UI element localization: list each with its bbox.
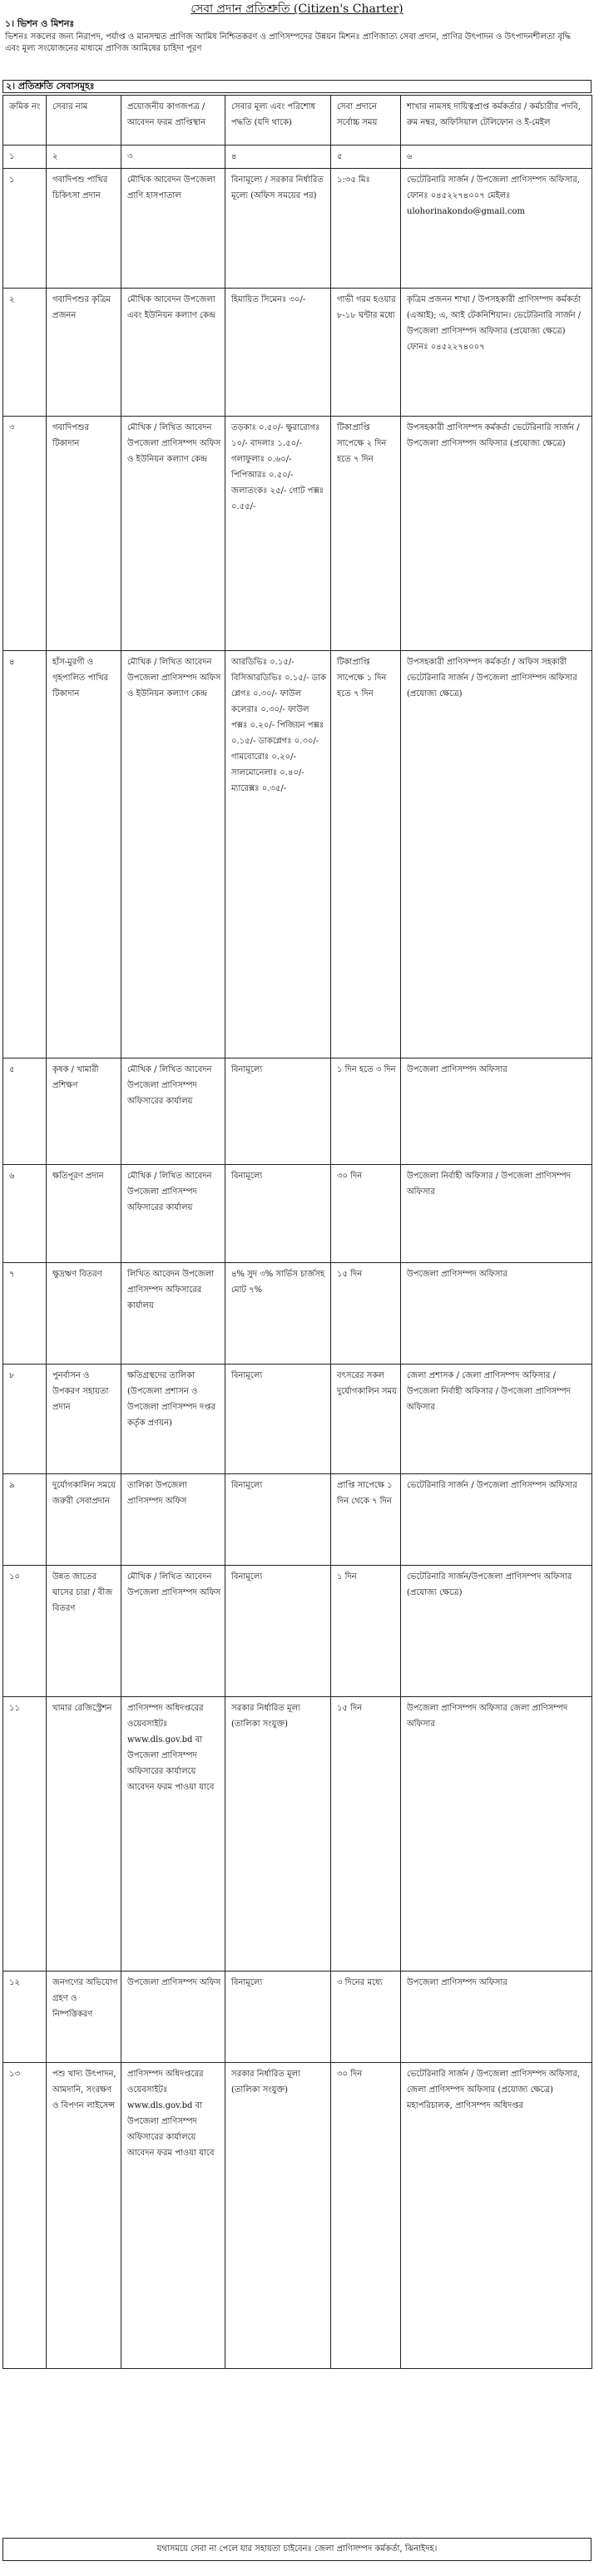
table-row xyxy=(3,1971,592,2063)
time-cell: ১৫ দিন xyxy=(331,1263,401,1364)
serial-cell: ৯ xyxy=(3,1474,47,1566)
fee-cell: বিনামূল্যে xyxy=(225,1364,331,1474)
officer-cell: উপজেলা নির্বাহী অফিসার / উপজেলা প্রাণিসম্পদ অফিসার xyxy=(401,1165,592,1263)
table-row xyxy=(3,1566,592,1697)
table-row xyxy=(3,289,592,417)
serial-cell: ১২ xyxy=(3,1971,47,2063)
documents-cell: তালিকা উপজেলা প্রাণিসম্পদ অফিস xyxy=(121,1474,225,1566)
vision-text: ভিশনঃ সকলের জন্য নিরাপদ, পর্যাপ্ত ও মানসম্মত প্রাণিজ আমিষ নিশ্চিতকরণ ও প্রাণিসম্পদের উন্নয়ন মিশনঃ প্রাণিজাত্য সেবা প্রদান, প্রাণির উৎপাদন ও উৎপাদনশীলতা বৃদ্ধি এবং মূল্য সংযোজনের মাধ্যমে প্রাণিজ আমিষের চাহিদা পূরণ xyxy=(5,32,572,53)
column-number-row xyxy=(3,146,592,169)
service-name-cell: পশু খাদ্য উৎপাদন, আমদানি, সংরক্ষণ ও বিপণন লাইসেন্স xyxy=(47,2063,121,2369)
documents-cell: মৌখিক আবেদন উপজেলা এবং ইউনিয়ন কল্যাণ কেন্দ্র xyxy=(121,289,225,417)
time-cell: ৩ দিনের মধ্যে xyxy=(331,1971,401,2063)
grievance-footer: যথাসময়ে সেবা না পেলে যার সহায়তা চাইবেনঃ জেলা প্রাণিসম্পদ কর্মকর্তা, ঝিনাইদহ। xyxy=(2,2538,592,2561)
officer-cell: কৃত্রিম প্রজনন শাখা / উপসহকারী প্রাণিসম্পদ কর্মকর্তা (এআই); এ, আই টেকনিশিয়ান। ভেটেরিনারি সার্জন / উপজেলা প্রাণিসম্পদ অফিসার (প্রযোজ্য ক্ষেত্রে) ফোনঃ ০৪৫২২৭৪০০৭ xyxy=(401,289,592,417)
service-name-cell: গবাদিপশুর টিকাদান xyxy=(47,417,121,651)
service-name-cell: কৃষক / খামারী প্রশিক্ষণ xyxy=(47,1059,121,1165)
table-row xyxy=(3,169,592,289)
time-cell: গাভী গরম হওয়ার ৮-১৮ ঘন্টার মধ্যে xyxy=(331,289,401,417)
fee-cell: হিমায়িত সিমেনঃ ৩০/- xyxy=(225,289,331,417)
fee-cell: বিনামূল্যে xyxy=(225,1165,331,1263)
documents-cell: মৌখিক / লিখিত আবেদন উপজেলা প্রাণিসম্পদ অফিস xyxy=(121,1566,225,1697)
officer-cell: উপজেলা প্রাণিসম্পদ অফিসার জেলা প্রাণিসম্পদ অফিসার xyxy=(401,1697,592,1971)
column-number: ১ xyxy=(3,146,47,169)
fee-cell: বিনামূল্যে xyxy=(225,1566,331,1697)
table-row xyxy=(3,417,592,651)
column-header: ক্রমিক নং xyxy=(3,96,47,146)
time-cell: ৩০ দিন xyxy=(331,1165,401,1263)
service-name-cell: দুর্যোগকালিন সময়ে জরুরী সেবাপ্রদান xyxy=(47,1474,121,1566)
fee-cell: বিনামূল্যে xyxy=(225,1474,331,1566)
documents-cell: মৌখিক / লিখিত আবেদন উপজেলা প্রাণিসম্পদ অফিসারের কার্যালয় xyxy=(121,1059,225,1165)
serial-cell: ৩ xyxy=(3,417,47,651)
documents-cell: ক্ষতিগ্রস্থদের তালিকা (উপজেলা প্রশাসন ও উপজেলা প্রাণিসম্পদ দপ্তর কর্তৃক প্রণয়ন) xyxy=(121,1364,225,1474)
officer-cell: জেলা প্রশাসক / জেলা প্রাণিসম্পদ অফিসার / উপজেলা নির্বাহী অফিসার / উপজেলা প্রাণিসম্পদ অফিসার xyxy=(401,1364,592,1474)
column-number: ৩ xyxy=(121,146,225,169)
officer-cell: উপজেলা প্রাণিসম্পদ অফিসার xyxy=(401,1059,592,1165)
documents-cell: মৌখিক আবেদন উপজেলা প্রাণি হাসপাতাল xyxy=(121,169,225,289)
services-heading: ২। প্রতিশ্রুতি সেবাসমূহঃ xyxy=(2,80,592,93)
serial-cell: ৭ xyxy=(3,1263,47,1364)
table-row xyxy=(3,1364,592,1474)
time-cell: টিকাপ্রাপ্তি সাপেক্ষে ২ দিন হতে ৭ দিন xyxy=(331,417,401,651)
time-cell: বৎসরের সকল দুর্যোগকালিন সময় xyxy=(331,1364,401,1474)
officer-cell: উপসহকারী প্রাণিসম্পদ কর্মকর্তা / অফিস সহকারী ভেটেরিনারি সার্জন / উপজেলা প্রাণিসম্পদ অফিসার (প্রযোজ্য ক্ষেত্রে) xyxy=(401,651,592,1059)
serial-cell: ১৩ xyxy=(3,2063,47,2369)
fee-cell: বিনামূল্যে xyxy=(225,1059,331,1165)
serial-cell: ১০ xyxy=(3,1566,47,1697)
table-row xyxy=(3,1474,592,1566)
documents-cell: মৌখিক / লিখিত আবেদন উপজেলা প্রাণিসম্পদ অফিস ও ইউনিয়ন কল্যাণ কেন্দ্র xyxy=(121,417,225,651)
officer-cell: উপসহকারী প্রাণিসম্পদ কর্মকর্তা ভেটেরিনারি সার্জন / উপজেলা প্রাণিসম্পদ অফিসার (প্রযোজ্য ক্ষেত্রে) xyxy=(401,417,592,651)
service-name-cell: খামার রেজিস্ট্রেশন xyxy=(47,1697,121,1971)
table-row xyxy=(3,1697,592,1971)
serial-cell: ৮ xyxy=(3,1364,47,1474)
table-row xyxy=(3,651,592,1059)
serial-cell: ১ xyxy=(3,169,47,289)
time-cell: ১৫ দিন xyxy=(331,1697,401,1971)
documents-cell: প্রাণিসম্পদ অধিদপ্তরের ওয়েবসাইটঃ www.dls.gov.bd বা উপজেলা প্রাণিসম্পদ অফিসারের কার্যালয়ে আবেদন ফরম পাওয়া যাবে xyxy=(121,1697,225,1971)
service-name-cell: পুনর্বাসন ও উপকরণ সহায়তা প্রদান xyxy=(47,1364,121,1474)
service-name-cell: গবাদিপশু পাখির চিকিৎসা প্রদান xyxy=(47,169,121,289)
time-cell: ১:৩৫ মিঃ xyxy=(331,169,401,289)
column-header: সেবার নাম xyxy=(47,96,121,146)
officer-cell: উপজেলা প্রাণিসম্পদ অফিসার xyxy=(401,1263,592,1364)
officer-cell: উপজেলা প্রাণিসম্পদ অফিসার xyxy=(401,1971,592,2063)
fee-cell: সরকার নির্ধারিত মূল্য (তালিকা সংযুক্ত) xyxy=(225,2063,331,2369)
column-header: প্রয়োজনীয় কাগজপত্র / আবেদন ফরম প্রাপ্তিস্থান xyxy=(121,96,225,146)
officer-cell: ভেটেরিনারি সার্জন / উপজেলা প্রাণিসম্পদ অফিসার, জেলা প্রাণিসম্পদ অফিসার (প্রযোজ্য ক্ষেত্রে) মহাপরিচালক, প্রাণিসম্পদ অধিদপ্তর xyxy=(401,2063,592,2369)
service-name-cell: জনগণের অভিযোগ গ্রহণ ও নিষ্পত্তিকরণ xyxy=(47,1971,121,2063)
table-header-row xyxy=(3,96,592,146)
officer-cell: ভেটেরিনারি সার্জন/উপজেলা প্রাণিসম্পদ অফিসার (প্রযোজ্য ক্ষেত্রে) xyxy=(401,1566,592,1697)
service-name-cell: উন্নত জাতের ঘাসের চারা / বীজ বিতরণ xyxy=(47,1566,121,1697)
service-name-cell: হাঁস-মুরগী ও গৃহপালিত পাখির টিকাদান xyxy=(47,651,121,1059)
serial-cell: ৬ xyxy=(3,1165,47,1263)
time-cell: ১ দিন xyxy=(331,1566,401,1697)
documents-cell: প্রাণিসম্পদ অধিদপ্তরের ওয়েবসাইটঃ www.dls.gov.bd বা উপজেলা প্রাণিসম্পদ অফিসারের কার্যালয়ে আবেদন ফরম পাওয়া যাবে xyxy=(121,2063,225,2369)
table-row xyxy=(3,1059,592,1165)
documents-cell: লিখিত আবেদন উপজেলা প্রাণিসম্পদ অফিসারের কার্যালয় xyxy=(121,1263,225,1364)
page-title: সেবা প্রদান প্রতিশ্রুতি (Citizen's Charter) xyxy=(191,2,403,16)
time-cell: ৩০ দিন xyxy=(331,2063,401,2369)
service-name-cell: গবাদিপশুর কৃত্রিম প্রজনন xyxy=(47,289,121,417)
fee-cell: সরকার নির্ধারিত মূল্য (তালিকা সংযুক্ত) xyxy=(225,1697,331,1971)
fee-cell: আরডিভিঃ ০.১৫/- বিসিআরডিভিঃ ০.১৫/- ডাক প্লেগঃ ০.৩০/- ফাউল কলেরাঃ ০.৩০/- ফাউল পক্সঃ ০.২০/- পিজিয়ন পক্সঃ ০.১৫/- ডাকপ্লেগঃ ০.৩০/- গামবোরোঃ ০.২০/- সালমোনেলাঃ ০.৪০/- ম্যারেক্সঃ ০.৩৫/- xyxy=(225,651,331,1059)
column-number: ৬ xyxy=(401,146,592,169)
serial-cell: ২ xyxy=(3,289,47,417)
time-cell: টিকাপ্রাপ্তি সাপেক্ষে ১ দিন হতে ৭ দিন xyxy=(331,651,401,1059)
services-table xyxy=(2,95,592,2369)
column-header: শাখার নামসহ দায়িত্বপ্রাপ্ত কর্মকর্তার / কর্মচারীর পদবি, রুম নম্বর, অফিসিয়াল টেলিফোন ও ই-মেইল xyxy=(401,96,592,146)
officer-cell: ভেটেরিনারি সার্জন / উপজেলা প্রাণিসম্পদ অফিসার xyxy=(401,1474,592,1566)
time-cell: প্রাপ্তি সাপেক্ষে ১ দিন থেকে ৭ দিন xyxy=(331,1474,401,1566)
table-row xyxy=(3,2063,592,2369)
documents-cell: মৌখিক / লিখিত আবেদন উপজেলা প্রাণিসম্পদ অফিসারের কার্যালয় xyxy=(121,1165,225,1263)
fee-cell: বিনামূল্যে xyxy=(225,1971,331,2063)
serial-cell: ৪ xyxy=(3,651,47,1059)
table-row xyxy=(3,1263,592,1364)
serial-cell: ৫ xyxy=(3,1059,47,1165)
fee-cell: ৪% সুদ ৩% সার্ভিস চার্জসহ মোট ৭% xyxy=(225,1263,331,1364)
service-name-cell: ক্ষুদ্রঋণ বিতরণ xyxy=(47,1263,121,1364)
service-name-cell: ক্ষতিপূরণ প্রদান xyxy=(47,1165,121,1263)
column-number: ৫ xyxy=(331,146,401,169)
documents-cell: উপজেলা প্রাণিসম্পদ অফিস xyxy=(121,1971,225,2063)
time-cell: ১ দিন হতে ৩ দিন xyxy=(331,1059,401,1165)
serial-cell: ১১ xyxy=(3,1697,47,1971)
fee-cell: বিনামূল্যে / সরকার নির্ধারিত মূল্যে (অফিস সময়ের পর) xyxy=(225,169,331,289)
vision-heading: ১। ভিশন ও মিশনঃ xyxy=(5,18,75,29)
officer-cell: ভেটেরিনারি সার্জন / উপজেলা প্রাণিসম্পদ অফিসার, ফোনঃ ০৪৫২২৭৪০০৭ মেইলঃ ulohorinakondo@gmail.com xyxy=(401,169,592,289)
column-header: সেবার মূল্য এবং পরিশোধ পদ্ধতি (যদি থাকে) xyxy=(225,96,331,146)
column-header: সেবা প্রদানে সর্বোচ্চ সময় xyxy=(331,96,401,146)
documents-cell: মৌখিক / লিখিত আবেদন উপজেলা প্রাণিসম্পদ অফিস ও ইউনিয়ন কল্যাণ কেন্দ্র xyxy=(121,651,225,1059)
column-number: ৪ xyxy=(225,146,331,169)
table-row xyxy=(3,1165,592,1263)
fee-cell: তড়কাঃ ০.৫০/- ক্ষুরারোগঃ ১০/- বাদলাঃ ১.৫০/- গলাফুলাঃ ০.৬০/- পিপিআরঃ ০.৫০/- জলাতংকঃ ২৫/- গোট পক্সঃ ০.৫৫/- xyxy=(225,417,331,651)
column-number: ২ xyxy=(47,146,121,169)
